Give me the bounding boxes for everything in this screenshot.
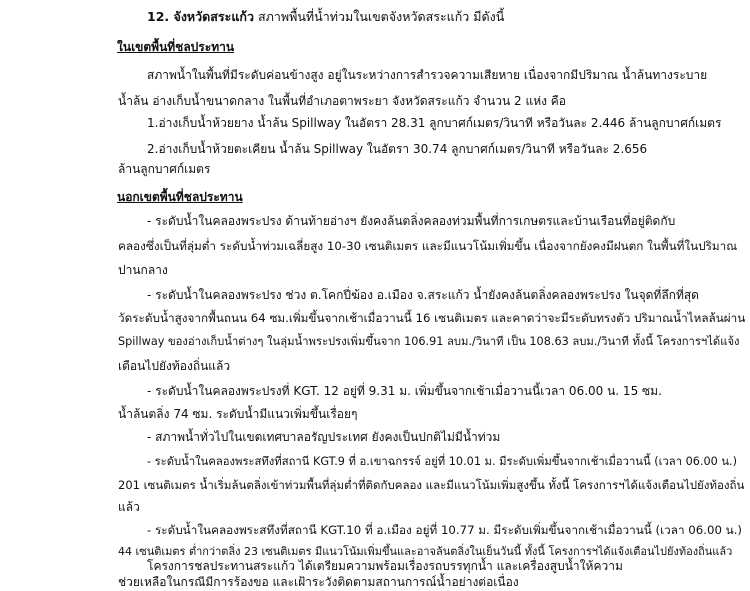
section-in-irrigation-heading: ในเขตพื้นที่ชลประทาน [117, 40, 235, 54]
bullet-5-line-2: 201 เซนติเมตร น้ำเริ่มล้นตลิ่งเข้าท่วมพื้นที่ลุ่มต่ำที่ติดกับคลอง และมีแนวโน้มเพิ่มสูงขึ้น ทั้งนี้ โครงการฯได้แจ้งเตือนไปยังท้องถิ่น [118, 478, 745, 492]
province-number: 12. จังหวัดสระแก้ว [147, 9, 255, 24]
bullet-2-line-2: วัดระดับน้ำสูงจากพื้นถนน 64 ซม.เพิ่มขึ้นจากเช้าเมื่อวานนี้ 16 เซนติเมตร และคาดว่าจะมีระดับทรงตัว ปริมาณน้ำไหลล้นผ่าน [118, 311, 746, 325]
closing-line-1: โครงการชลประทานสระแก้ว ได้เตรียมความพร้อมเรื่องรถบรรทุกน้ำ และเครื่องสูบน้ำให้ความ [147, 559, 623, 573]
title-description: สภาพพื้นที่น้ำท่วมในเขตจังหวัดสระแก้ว มีดังนี้ [258, 9, 505, 24]
intro-line-1: สภาพน้ำในพื้นที่มีระดับค่อนข้างสูง อยู่ในระหว่างการสำรวจความเสียหาย เนื่องจากมีปริมาณ น้ำล้นทางระบาย [147, 68, 708, 82]
bullet-2-line-4: เตือนไปยังท้องถิ่นแล้ว [118, 359, 231, 373]
bullet-1-line-2: คลองซึ่งเป็นที่ลุ่มต่ำ ระดับน้ำท่วมเฉลี่ยสูง 10-30 เซนติเมตร และมีแนวโน้มเพิ่มขึ้น เนื่องจากยังคงมีฝนตก ในพื้นที่ในปริมาณ [118, 239, 738, 253]
reservoir-item-1: 1.อ่างเก็บน้ำห้วยยาง น้ำล้น Spillway ในอัตรา 28.31 ลูกบาศก์เมตร/วินาที หรือวันละ 2.446 ล้านลูกบาศก์เมตร [147, 116, 722, 130]
bullet-2-line-3: Spillway ของอ่างเก็บน้ำต่างๆ ในลุ่มน้ำพระปรงเพิ่มขึ้นจาก 106.91 ลบม./วินาที เป็น 108.63 ลบม./วินาที ทั้งนี้ โครงการฯได้แจ้ง [118, 335, 740, 348]
bullet-6-line-2: 44 เซนติเมตร ต่ำกว่าตลิ่ง 23 เซนติเมตร มีแนวโน้มเพิ่มขึ้นและอาจล้นตลิ่งในเย็นวันนี้ ทั้งนี้ โครงการฯได้แจ้งเตือนไปยังท้องถิ่นแล้ว [118, 545, 733, 558]
reservoir-item-2-line-1: 2.อ่างเก็บน้ำห้วยตะเคียน น้ำล้น Spillway ในอัตรา 30.74 ลูกบาศก์เมตร/วินาที หรือวันละ 2.656 [147, 142, 648, 156]
document-title [147, 8, 504, 26]
bullet-3-line-2: น้ำล้นตลิ่ง 74 ซม. ระดับน้ำมีแนวเพิ่มขึ้นเรื่อยๆ [118, 407, 358, 421]
reservoir-item-2-line-2: ล้านลูกบาศก์เมตร [118, 162, 211, 176]
bullet-5-line-3: แล้ว [118, 500, 140, 514]
bullet-6-line-1: - ระดับน้ำในคลองพระสทึงที่สถานี KGT.10 ที่ อ.เมือง อยู่ที่ 10.77 ม. มีระดับเพิ่มขึ้นจากเช้าเมื่อวานนี้ (เวลา 06.00 น.) [147, 523, 743, 537]
closing-line-2: ช่วยเหลือในกรณีมีการร้องขอ และเฝ้าระวังติดตามสถานการณ์น้ำอย่างต่อเนื่อง [118, 575, 519, 589]
bullet-4-line-1: - สภาพน้ำทั่วไปในเขตเทศบาลอรัญประเทศ ยังคงเป็นปกติไม่มีน้ำท่วม [147, 430, 501, 444]
intro-line-2: น้ำล้น อ่างเก็บน้ำขนาดกลาง ในพื้นที่อำเภอตาพระยา จังหวัดสระแก้ว จำนวน 2 แห่ง คือ [118, 94, 567, 108]
bullet-1-line-1: - ระดับน้ำในคลองพระปรง ด้านท้ายอ่างฯ ยังคงล้นตลิ่งคลองท่วมพื้นที่การเกษตรและบ้านเรือนที่อยู่ติดกับ [147, 214, 676, 228]
bullet-3-line-1: - ระดับน้ำในคลองพระปรงที่ KGT. 12 อยู่ที่ 9.31 ม. เพิ่มขึ้นจากเช้าเมื่อวานนี้เวลา 06.00 น. 15 ซม. [147, 384, 662, 398]
bullet-1-line-3: ปานกลาง [118, 263, 168, 277]
section-outside-irrigation-heading: นอกเขตพื้นที่ชลประทาน [117, 190, 243, 204]
bullet-5-line-1: - ระดับน้ำในคลองพระสทึงที่สถานี KGT.9 ที่ อ.เขาฉกรรจ์ อยู่ที่ 10.01 ม. มีระดับเพิ่มขึ้นจากเช้าเมื่อวานนี้ (เวลา 06.00 น.) [147, 455, 738, 468]
bullet-2-line-1: - ระดับน้ำในคลองพระปรง ช่วง ต.โคกปี่ฆ้อง อ.เมือง จ.สระแก้ว น้ำยังคงล้นตลิ่งคลองพระปรง ในจุดที่ลึกที่สุด [147, 288, 699, 302]
